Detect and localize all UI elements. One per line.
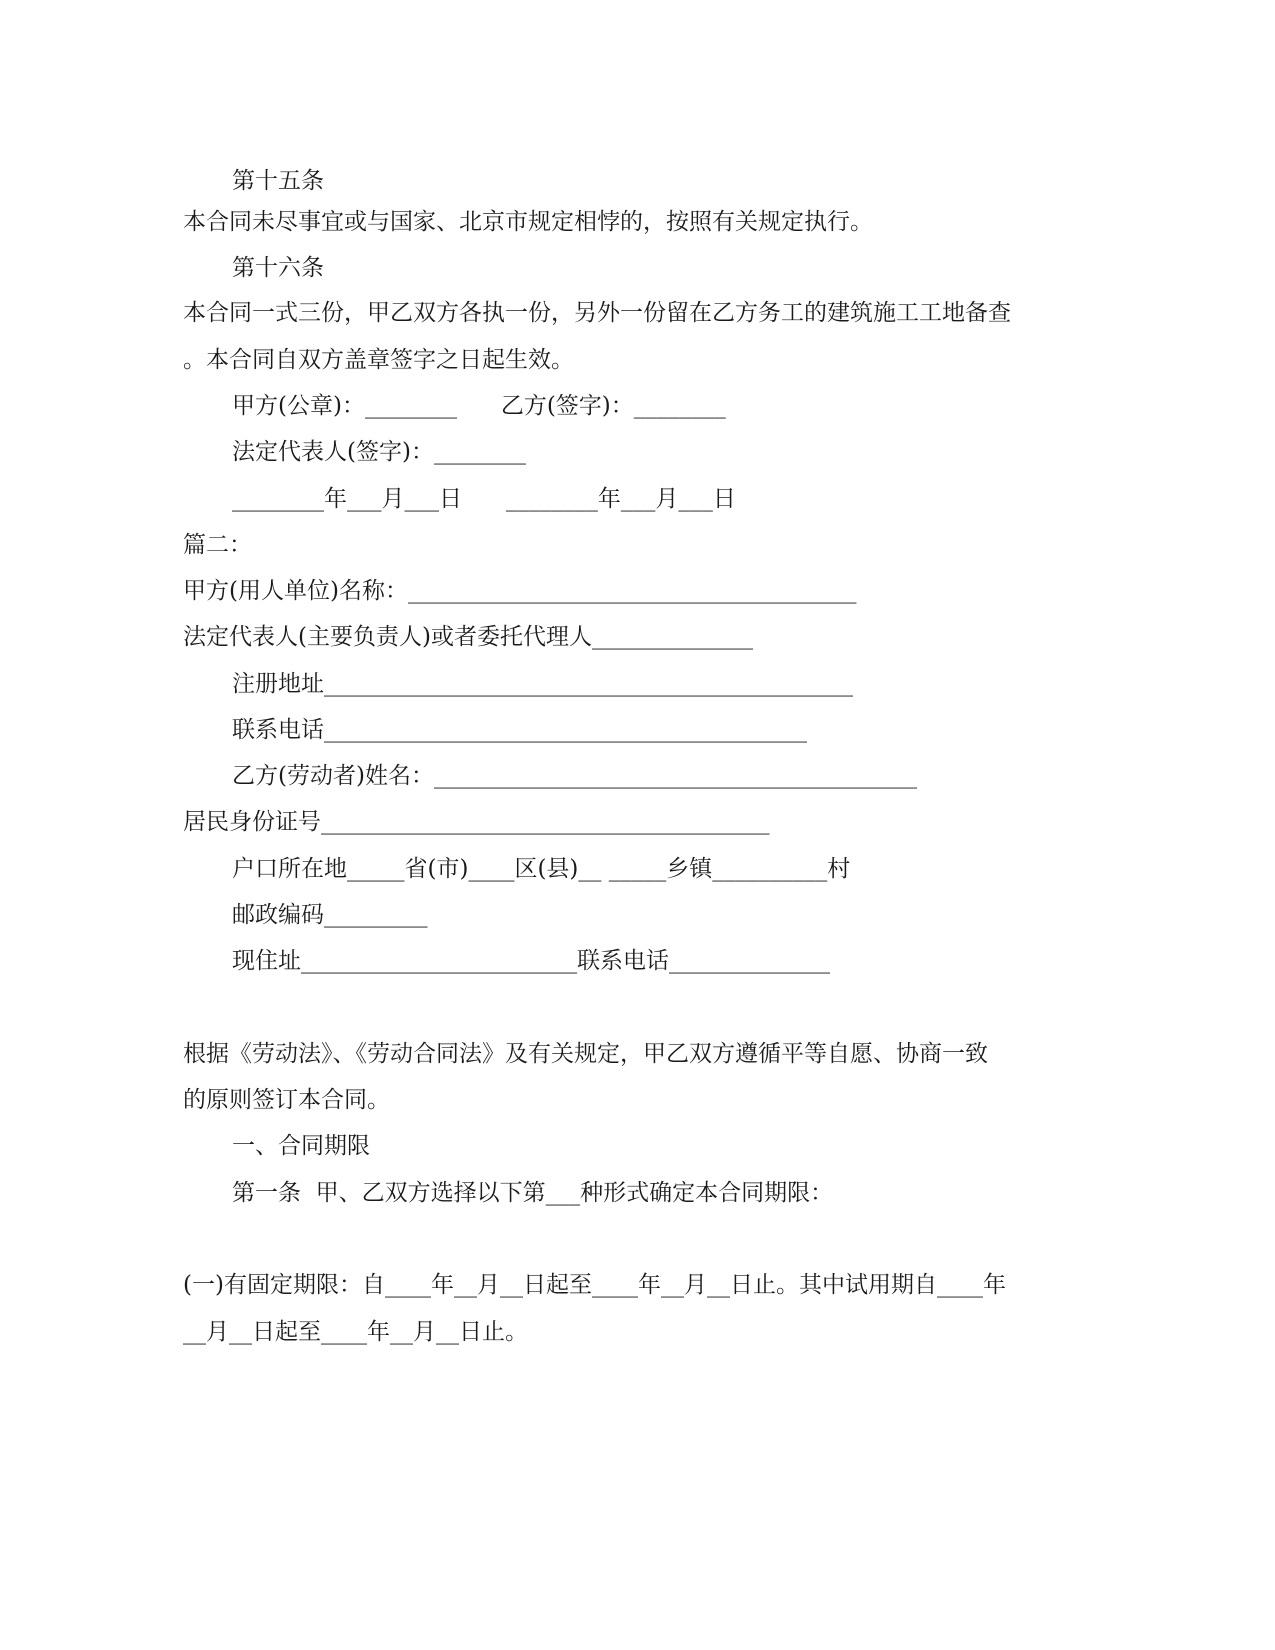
article-1-text: 第一条 甲、乙双方选择以下第___种形式确定本合同期限： (232, 1180, 834, 1206)
preamble-line-1: 根据《劳动法》、《劳动合同法》及有关规定，甲乙双方遵循平等自愿、协商一致 (183, 1041, 988, 1067)
article-16-text-line-1: 本合同一式三份，甲乙双方各执一份，另外一份留在乙方务工的建筑施工工地备查 (183, 300, 1011, 326)
section-heading-part-two: 篇二： (183, 532, 252, 558)
signature-line-legal-rep: 法定代表人(签字)：________ (232, 439, 526, 465)
party-b-name-field: 乙方(劳动者)姓名：__________________________________________ (232, 763, 917, 789)
signature-date-line: ________年___月___日 ________年___月___日 (232, 486, 736, 512)
article-15-text: 本合同未尽事宜或与国家、北京市规定相悖的，按照有关规定执行。 (183, 209, 873, 235)
household-registration-field: 户口所在地_____省(市)____区(县)__ _____乡镇__________村 (232, 856, 851, 882)
registered-address-field: 注册地址______________________________________________ (232, 671, 853, 697)
article-16-heading: 第十六条 (232, 255, 324, 281)
legal-representative-field: 法定代表人(主要负责人)或者委托代理人______________ (183, 624, 753, 650)
postal-code-field: 邮政编码_________ (232, 902, 428, 928)
fixed-term-line-2: __月__日起至____年__月__日止。 (183, 1319, 528, 1345)
contact-phone-field: 联系电话__________________________________________ (232, 717, 807, 743)
id-number-field: 居民身份证号_______________________________________ (183, 809, 770, 835)
article-16-text-line-2: 。本合同自双方盖章签字之日起生效。 (183, 347, 574, 373)
preamble-line-2: 的原则签订本合同。 (183, 1087, 390, 1113)
fixed-term-line-1: (一)有固定期限：自____年__月__日起至____年__月__日止。其中试用期自____年 (183, 1272, 1006, 1298)
article-15-heading: 第十五条 (232, 168, 324, 194)
section-contract-term-heading: 一、合同期限 (232, 1133, 370, 1159)
current-address-field: 现住址________________________联系电话______________ (232, 948, 830, 974)
signature-line-parties: 甲方(公章)：________ 乙方(签字)：________ (232, 393, 726, 419)
party-a-name-field: 甲方(用人单位)名称：_______________________________________ (183, 578, 857, 604)
